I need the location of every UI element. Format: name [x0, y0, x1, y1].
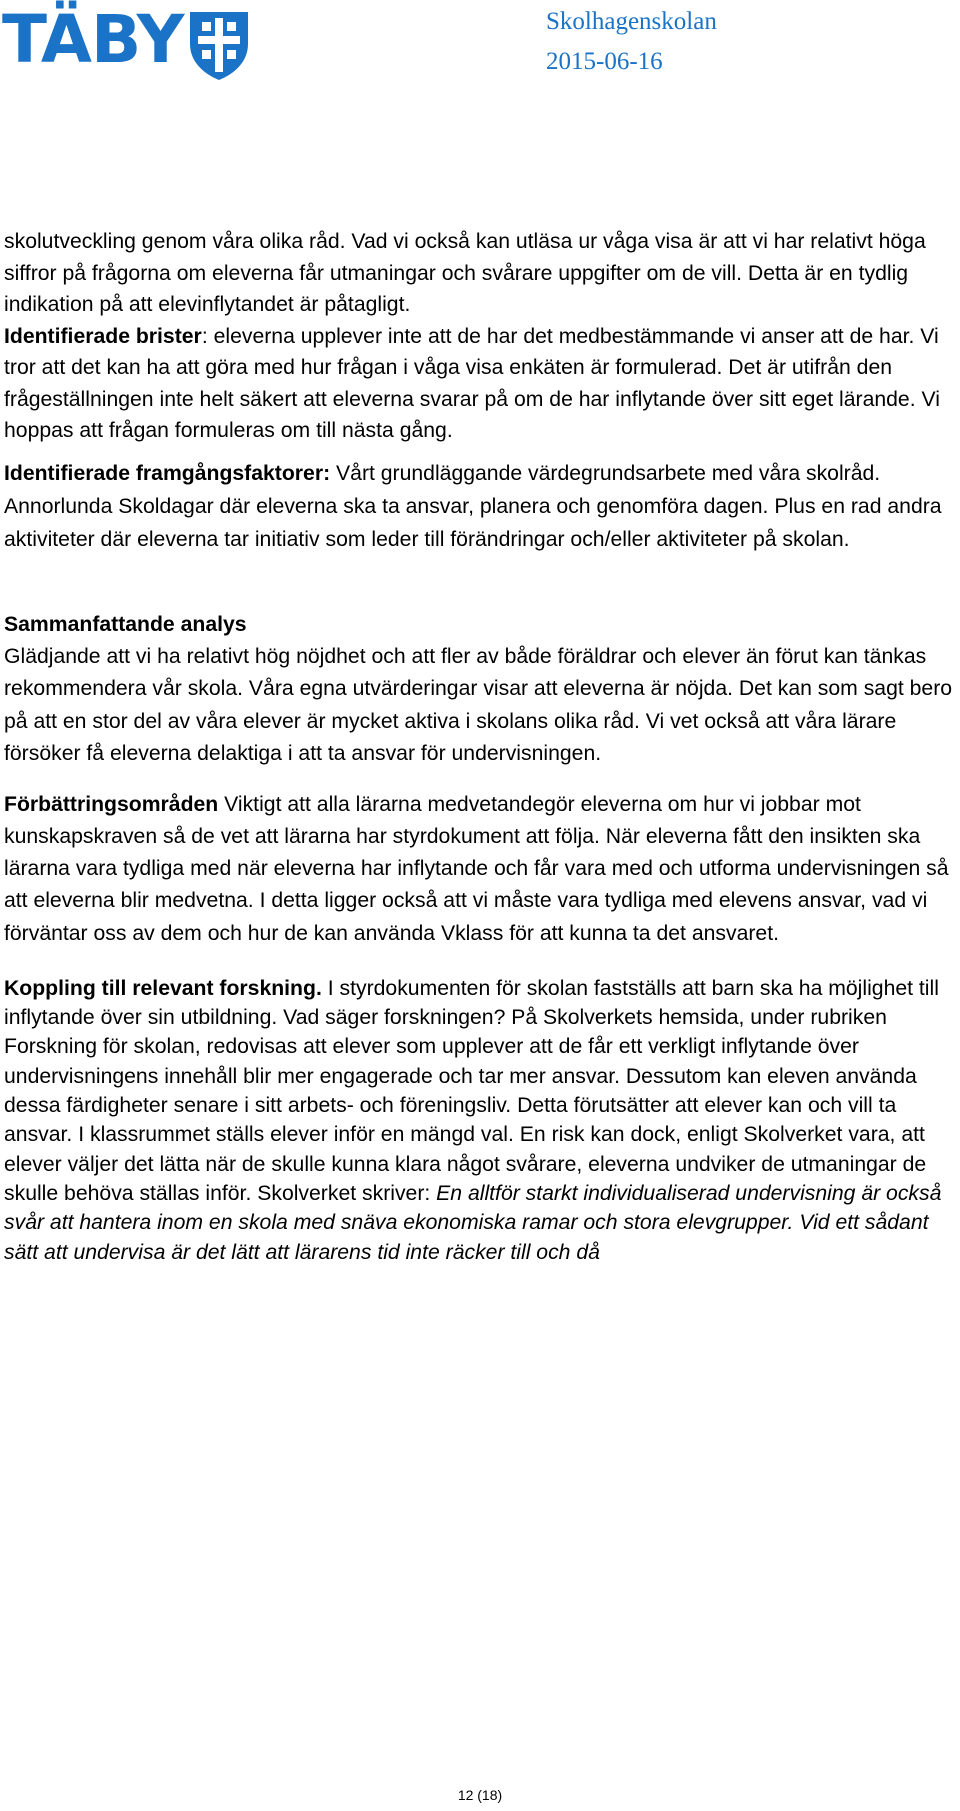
- paragraph-forbattringsomraden: [4, 789, 956, 950]
- document-body: [4, 226, 956, 1267]
- label-koppling-forskning: Koppling till relevant forskning.: [4, 976, 322, 1000]
- label-identifierade-framgangsfaktorer: Identifierade framgångsfaktorer:: [4, 461, 331, 485]
- label-identifierade-brister: Identifierade brister: [4, 324, 202, 348]
- paragraph-intro: skolutveckling genom våra olika råd. Vad vi också kan utläsa ur våga visa är att vi har relativt höga siffror på frågorna om eleverna får utmaningar och svårare uppgifter om de vill. Detta är en tydlig indikation på att elevinflytandet är påtagligt.: [4, 230, 926, 316]
- school-name: Skolhagenskolan: [546, 8, 717, 35]
- taby-logo-text: TÄBY: [2, 1, 184, 78]
- page-footer: [0, 1787, 960, 1803]
- document-date: 2015-06-16: [546, 48, 663, 75]
- paragraph-sammanfattande-analys: Glädjande att vi ha relativt hög nöjdhet och att fler av både föräldrar och elever än förut kan tänkas rekommendera vår skola. Våra egna utvärderingar visar att eleverna är nöjda. Det kan som sagt bero på att en stor del av våra elever är mycket aktiva i skolans olika råd. Vi vet också att våra lärare försöker få eleverna delaktiga i att ta ansvar för undervisningen.: [4, 644, 953, 766]
- taby-shield-icon: [188, 10, 250, 82]
- label-forbattringsomraden: Förbättringsområden: [4, 792, 219, 816]
- page-header: [0, 0, 960, 90]
- paragraph-framgangsfaktorer: [4, 457, 956, 556]
- text-forbattringsomraden: Viktigt att alla lärarna medvetandegör eleverna om hur vi jobbar mot kunskapskraven så de vet att lärarna har styrdokument att följa. När eleverna fått den insikten ska lärarna vara tydliga med när eleverna har inflytande och får vara med och utforma undervisningen så att eleverna blir medvetna. I detta ligger också att vi måste vara tydliga med elevens ansvar, vad vi förväntar oss av dem och hur de kan använda Vklass för att kunna ta det ansvaret.: [4, 792, 949, 945]
- quote-skolverket: En alltför starkt individualiserad undervisning är också svår att hantera inom en skola med snäva ekonomiska ramar och stora elevgrupper. Vid ett sådant sätt att undervisa är det lätt att lärarens tid inte räcker till och då: [4, 1181, 942, 1264]
- text-koppling-forskning: I styrdokumenten för skolan fastställs att barn ska ha möjlighet till inflytande över sin utbildning. Vad säger forskningen? På Skolverkets hemsida, under rubriken Forskning för skolan, redovisas att elever som upplever att de får ett verkligt inflytande över undervisningens innehåll blir mer engagerade och tar mer ansvar. Dessutom kan eleven använda dessa färdigheter senare i sitt arbets- och föreningsliv. Detta förutsätter att elever kan och vill ta ansvar. I klassrummet ställs elever inför en mängd val. En risk kan dock, enligt Skolverket vara, att elever väljer det lätta när de skulle kunna klara något svårare, eleverna undviker de utmaningar de skulle behöva ställas inför. Skolverket skriver:: [4, 976, 939, 1205]
- text-identifierade-framgangsfaktorer: Vårt grundläggande värdegrundsarbete med våra skolråd. Annorlunda Skoldagar där eleverna ska ta ansvar, planera och genomföra dagen. Plus en rad andra aktiviteter där eleverna tar initiativ som leder till förändringar och/eller aktiviteter på skolan.: [4, 461, 942, 551]
- text-identifierade-brister: : eleverna upplever inte att de har det medbestämmande vi anser att de har. Vi tror att det kan ha att göra med hur frågan i våga visa enkäten är formulerad. Det är utifrån den frågeställningen inte helt säkert att eleverna svarar på om de har inflytande över sitt eget lärande. Vi hoppas att frågan formuleras om till nästa gång.: [4, 324, 940, 442]
- paragraph-brister: [4, 321, 956, 447]
- page-number: 12 (18): [457, 1787, 503, 1803]
- paragraph-koppling-forskning: [4, 974, 956, 1267]
- heading-sammanfattande-analys: Sammanfattande analys: [4, 612, 247, 636]
